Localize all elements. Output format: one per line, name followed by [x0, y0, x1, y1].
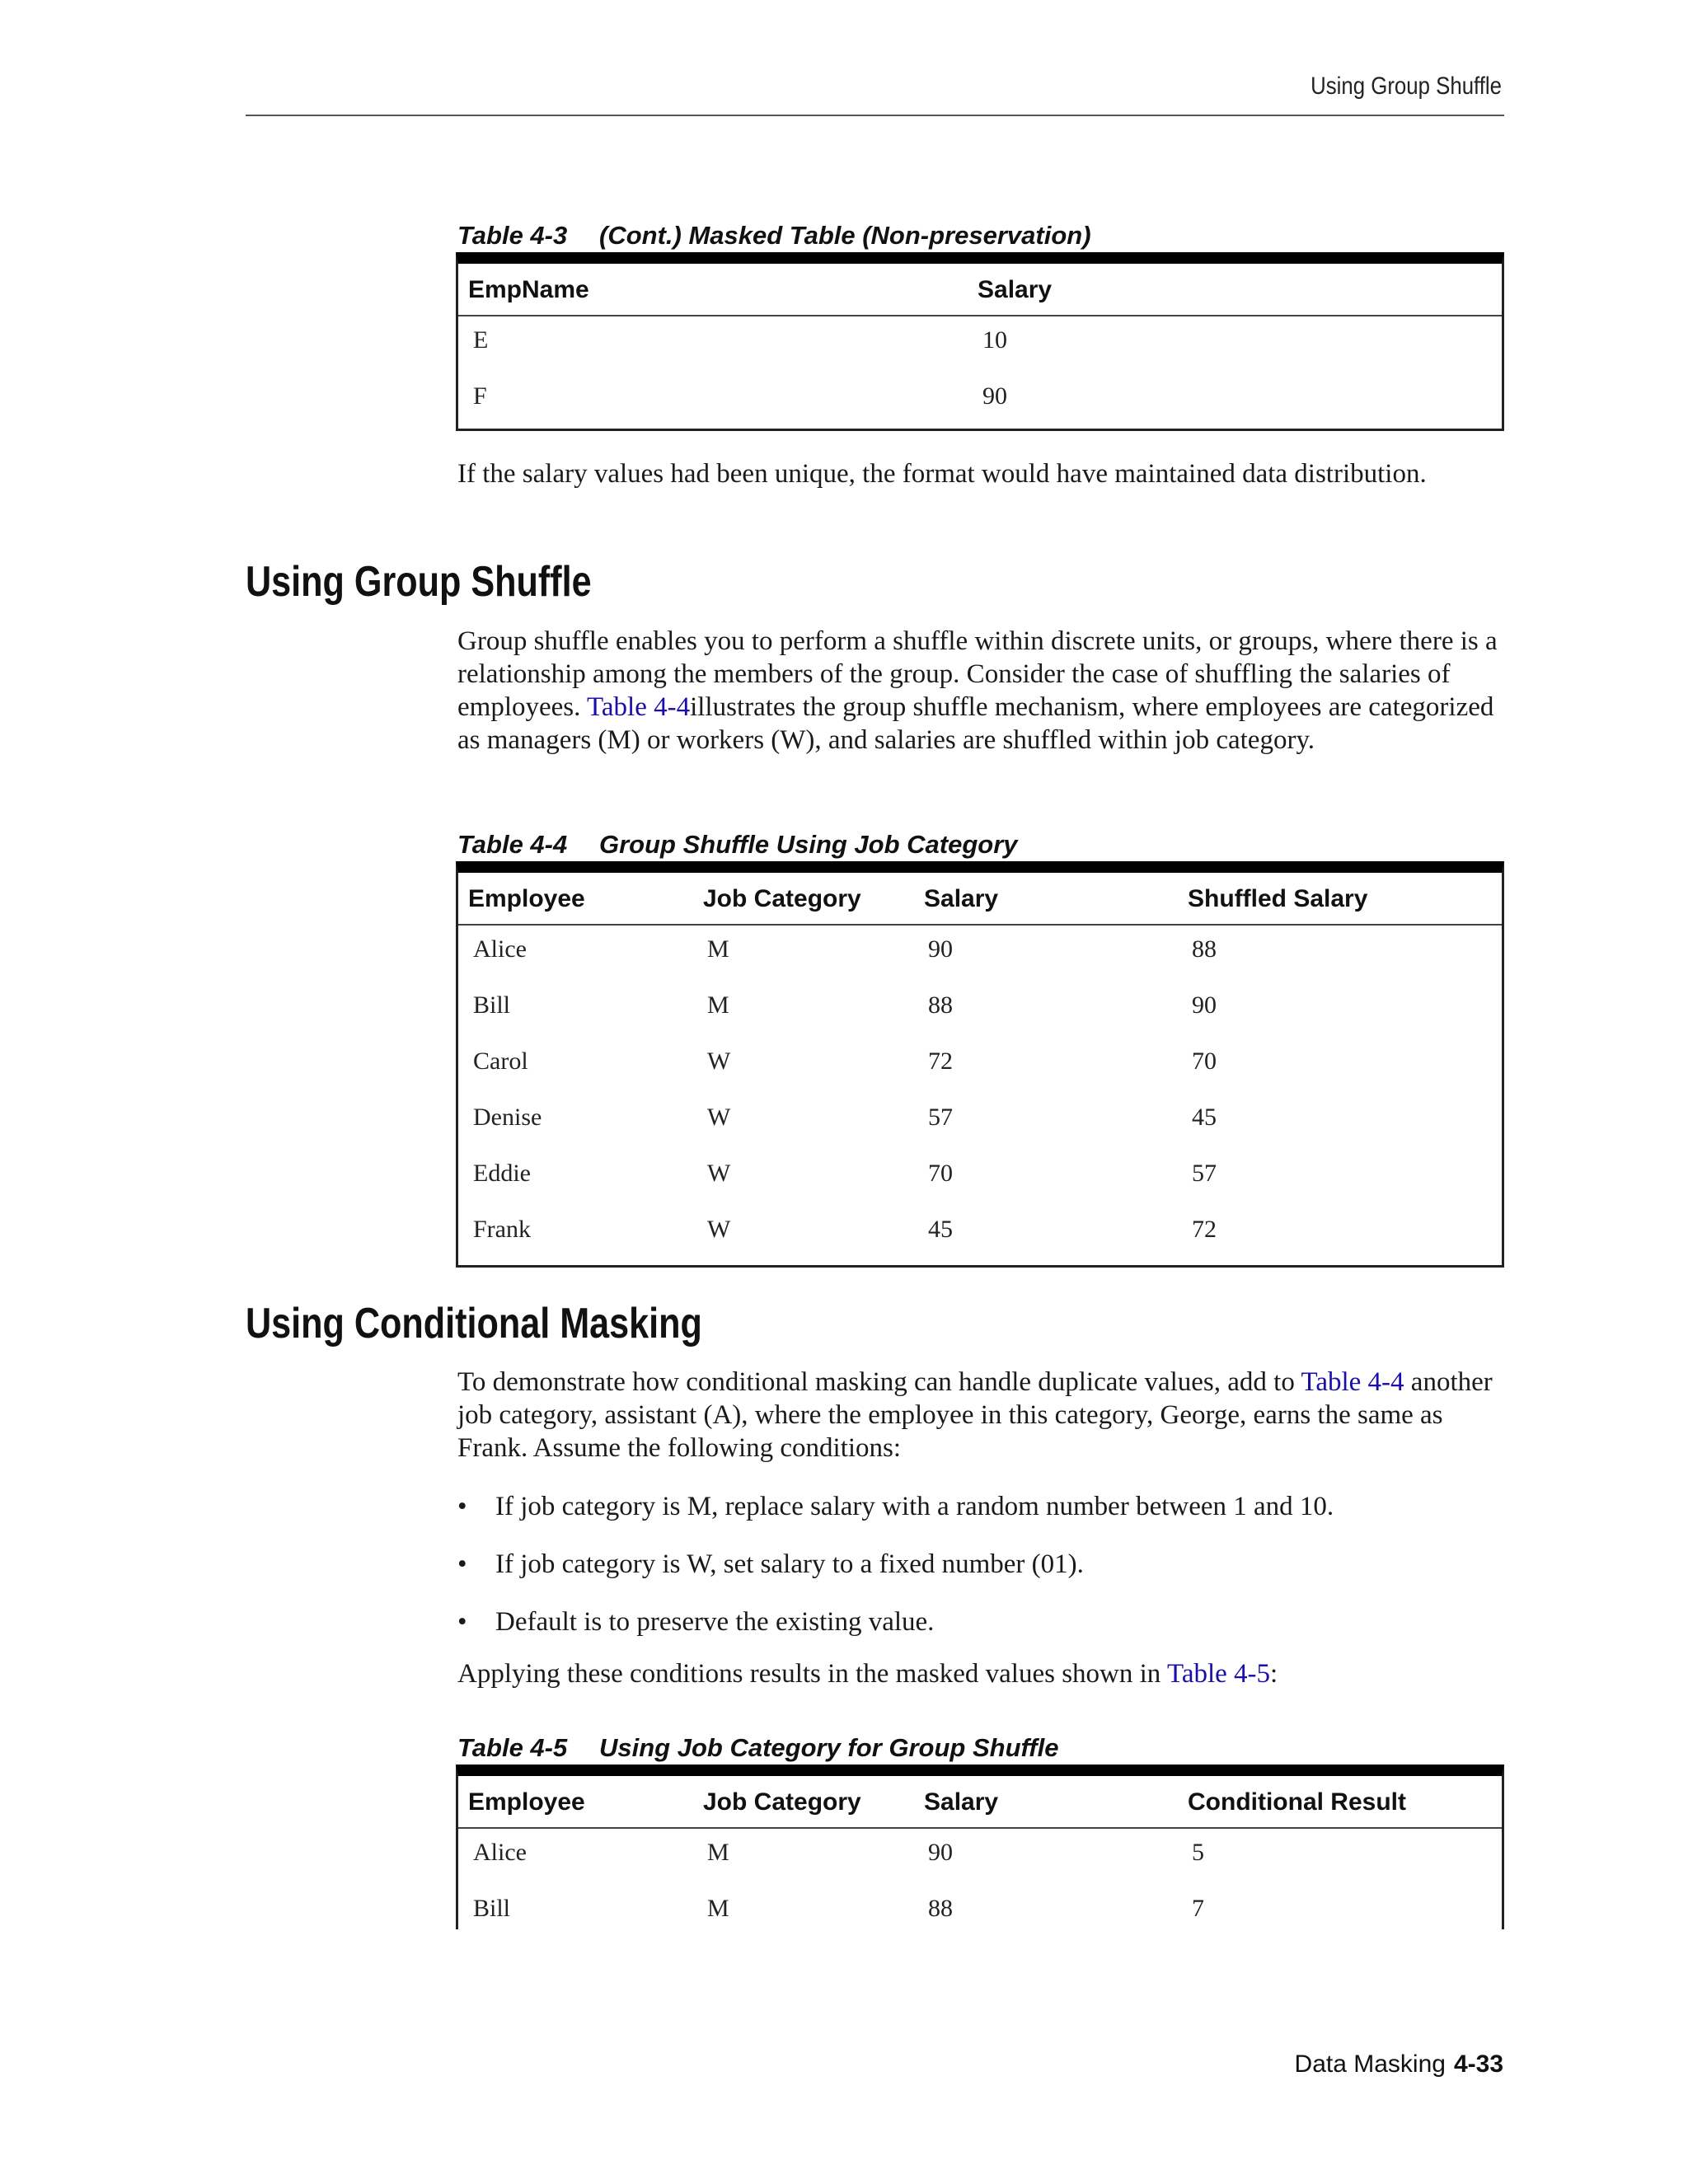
table-cell: 10	[982, 326, 1007, 354]
table-cell: 90	[982, 382, 1007, 410]
table-4-4-link[interactable]: Table 4-4	[1301, 1367, 1404, 1397]
conditions-list	[457, 1490, 1504, 1663]
page-number: 4-33	[1453, 2050, 1503, 2078]
column-header: Shuffled Salary	[1188, 885, 1368, 912]
column-header: Salary	[924, 1788, 999, 1816]
table-cell: Frank	[473, 1216, 531, 1243]
paragraph-text: illustrates the group shuffle mechanism, where employees are categorized as managers (M) or workers (W), and salaries are shuffled within job category.	[457, 692, 1494, 755]
bullet-icon: •	[457, 1549, 467, 1579]
bullet-icon: •	[457, 1607, 467, 1637]
column-header: Job Category	[703, 885, 861, 912]
table-cell: M	[707, 935, 729, 963]
table-title: (Cont.) Masked Table (Non-preservation)	[599, 221, 1091, 250]
section-heading-group-shuffle: Using Group Shuffle	[246, 558, 592, 606]
table-row	[458, 1038, 1502, 1094]
table-row	[458, 926, 1502, 982]
list-item-text: Default is to preserve the existing value.	[495, 1607, 935, 1637]
paragraph-text: :	[1270, 1659, 1278, 1689]
page-footer	[1154, 2050, 1503, 2079]
table-cell: M	[707, 1839, 729, 1866]
table-cell: 72	[928, 1047, 953, 1075]
table-cell: 72	[1192, 1216, 1217, 1243]
table-4-4	[456, 861, 1504, 1268]
table-header-row	[458, 873, 1502, 926]
table-cell: 45	[1192, 1104, 1217, 1131]
table-title: Group Shuffle Using Job Category	[599, 830, 1018, 859]
table-4-4-link[interactable]: Table 4-4	[587, 692, 691, 722]
table-cell: Eddie	[473, 1160, 531, 1187]
table-cell: Bill	[473, 1895, 511, 1922]
table-cell: W	[707, 1216, 731, 1243]
table-4-3	[456, 252, 1504, 431]
table-cell: 90	[1192, 991, 1217, 1019]
section-heading-conditional-masking: Using Conditional Masking	[246, 1300, 702, 1347]
table-cell: W	[707, 1104, 731, 1131]
table-cell: 90	[928, 1839, 953, 1866]
table-row	[458, 1150, 1502, 1206]
table-cell: M	[707, 1895, 729, 1922]
paragraph-apply-conditions	[457, 1657, 1496, 1690]
footer-label: Data Masking	[1294, 2050, 1446, 2078]
table-title: Using Job Category for Group Shuffle	[599, 1733, 1059, 1762]
table-row	[458, 1206, 1502, 1265]
table-4-5-link[interactable]: Table 4-5	[1166, 1659, 1271, 1689]
table-4-3-caption	[457, 221, 1091, 251]
table-row	[458, 316, 1502, 373]
list-item	[457, 1490, 1504, 1548]
table-cell: 7	[1192, 1895, 1204, 1922]
table-row	[458, 1094, 1502, 1150]
column-header: Salary	[978, 276, 1053, 303]
table-cell: Bill	[473, 991, 511, 1019]
column-header: Salary	[924, 885, 999, 912]
table-cell: 57	[1192, 1160, 1217, 1187]
table-cell: M	[707, 991, 729, 1019]
table-cell: Denise	[473, 1104, 542, 1131]
table-cell: E	[473, 326, 489, 354]
column-header: Employee	[468, 1788, 585, 1816]
table-cell: Carol	[473, 1047, 528, 1075]
table-cell: 88	[1192, 935, 1217, 963]
table-number: Table 4-4	[457, 830, 568, 859]
column-header: EmpName	[468, 276, 589, 303]
table-cell: 70	[928, 1160, 953, 1187]
table-row	[458, 373, 1502, 429]
list-item	[457, 1605, 1504, 1663]
table-cell: 88	[928, 991, 953, 1019]
paragraph-text: Applying these conditions results in the masked values shown in	[457, 1659, 1167, 1689]
table-header-row	[458, 1776, 1502, 1829]
paragraph-text: If the salary values had been unique, the format would have maintained data distribution.	[457, 459, 1427, 489]
table-cell: 90	[928, 935, 953, 963]
paragraph-conditional-intro	[457, 1366, 1496, 1465]
table-number: Table 4-5	[457, 1733, 568, 1762]
table-row	[458, 1885, 1502, 1929]
list-item-text: If job category is W, set salary to a fixed number (01).	[495, 1549, 1084, 1579]
table-4-5-caption	[457, 1733, 1058, 1763]
table-4-5	[456, 1765, 1504, 1929]
table-cell: F	[473, 382, 487, 410]
table-cell: Alice	[473, 935, 527, 963]
list-item-text: If job category is M, replace salary with a random number between 1 and 10.	[495, 1492, 1334, 1521]
paragraph-text: To demonstrate how conditional masking can handle duplicate values, add to	[457, 1367, 1301, 1397]
table-cell: W	[707, 1160, 731, 1187]
bullet-icon: •	[457, 1492, 467, 1521]
table-cell: 57	[928, 1104, 953, 1131]
table-row	[458, 982, 1502, 1038]
table-row	[458, 1829, 1502, 1885]
paragraph-text: another job category, assistant (A), where the employee in this category, George, earns the same as Frank. Assume the following conditions:	[457, 1367, 1493, 1463]
column-header: Conditional Result	[1188, 1788, 1406, 1816]
table-cell: 88	[928, 1895, 953, 1922]
running-header: Using Group Shuffle	[1311, 73, 1502, 100]
list-item	[457, 1548, 1504, 1605]
paragraph-group-shuffle	[457, 625, 1504, 757]
column-header: Employee	[468, 885, 585, 912]
table-cell: Alice	[473, 1839, 527, 1866]
paragraph-text: Group shuffle enables you to perform a shuffle within discrete units, or groups, where there is a relationship among the members of the group. Consider the case of shuffling the salaries of employees.	[457, 626, 1498, 722]
table-cell: 45	[928, 1216, 953, 1243]
header-rule	[246, 115, 1504, 116]
table-cell: 5	[1192, 1839, 1204, 1866]
paragraph-data-distribution	[457, 457, 1471, 490]
column-header: Job Category	[703, 1788, 861, 1816]
table-cell: 70	[1192, 1047, 1217, 1075]
table-number: Table 4-3	[457, 221, 568, 250]
table-header-row	[458, 264, 1502, 316]
table-cell: W	[707, 1047, 731, 1075]
table-4-4-caption	[457, 830, 1018, 860]
